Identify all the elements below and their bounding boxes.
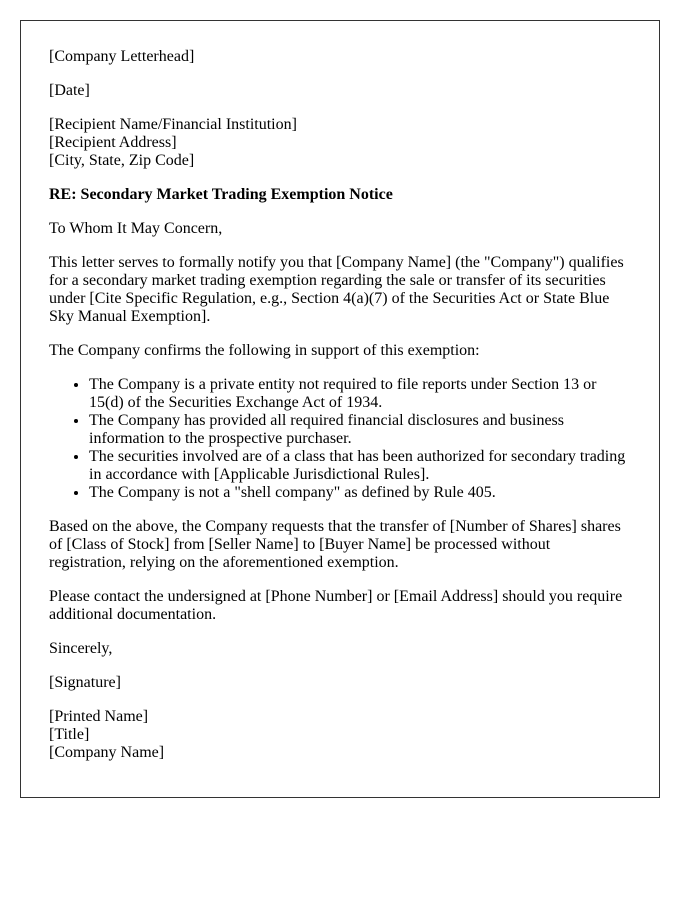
signature: [Signature]: [49, 674, 121, 691]
recipient-block: [49, 116, 631, 170]
signer-printed-name: [Printed Name]: [49, 708, 149, 725]
signer-company-name: [Company Name]: [49, 744, 165, 761]
list-item: • The Company is a private entity not required to file reports under Section 13 or 15(d) of the Securities Exchange Act of 1934.: [89, 376, 631, 412]
body-paragraph-confirmation-intro: The Company confirms the following in support of this exemption:: [49, 342, 480, 359]
signer-title: [Title]: [49, 726, 90, 743]
recipient-name: [Recipient Name/Financial Institution]: [49, 116, 297, 133]
confirmation-list: [49, 376, 631, 502]
signer-block: [49, 708, 631, 762]
body-paragraph-notification: This letter serves to formally notify you that [Company Name] (the "Company") qualifies for a secondary market trading exemption regarding the sale or transfer of its securities under [Cite Specific Regulation, e.g., Section 4(a)(7) of the Securities Act or State Blue Sky Manual Exemption].: [49, 254, 624, 325]
body-paragraph-contact: Please contact the undersigned at [Phone Number] or [Email Address] should you require additional documentation.: [49, 588, 623, 623]
company-letterhead: [Company Letterhead]: [49, 48, 195, 65]
list-item: • The Company has provided all required financial disclosures and business information to the prospective purchaser.: [89, 412, 631, 448]
recipient-city-state-zip: [City, State, Zip Code]: [49, 152, 195, 169]
salutation: To Whom It May Concern,: [49, 220, 223, 237]
letter-document: [20, 20, 660, 798]
letter-date: [Date]: [49, 82, 90, 99]
closing: Sincerely,: [49, 640, 113, 657]
list-item: • The Company is not a "shell company" as defined by Rule 405.: [89, 484, 631, 502]
body-paragraph-request: Based on the above, the Company requests that the transfer of [Number of Shares] shares of [Class of Stock] from [Seller Name] to [Buyer Name] be processed without registration, relying on the aforementioned exemption.: [49, 518, 621, 571]
recipient-address: [Recipient Address]: [49, 134, 177, 151]
subject-line: RE: Secondary Market Trading Exemption Notice: [49, 186, 393, 203]
list-item: • The securities involved are of a class that has been authorized for secondary trading in accordance with [Applicable Jurisdictional Rules].: [89, 448, 631, 484]
